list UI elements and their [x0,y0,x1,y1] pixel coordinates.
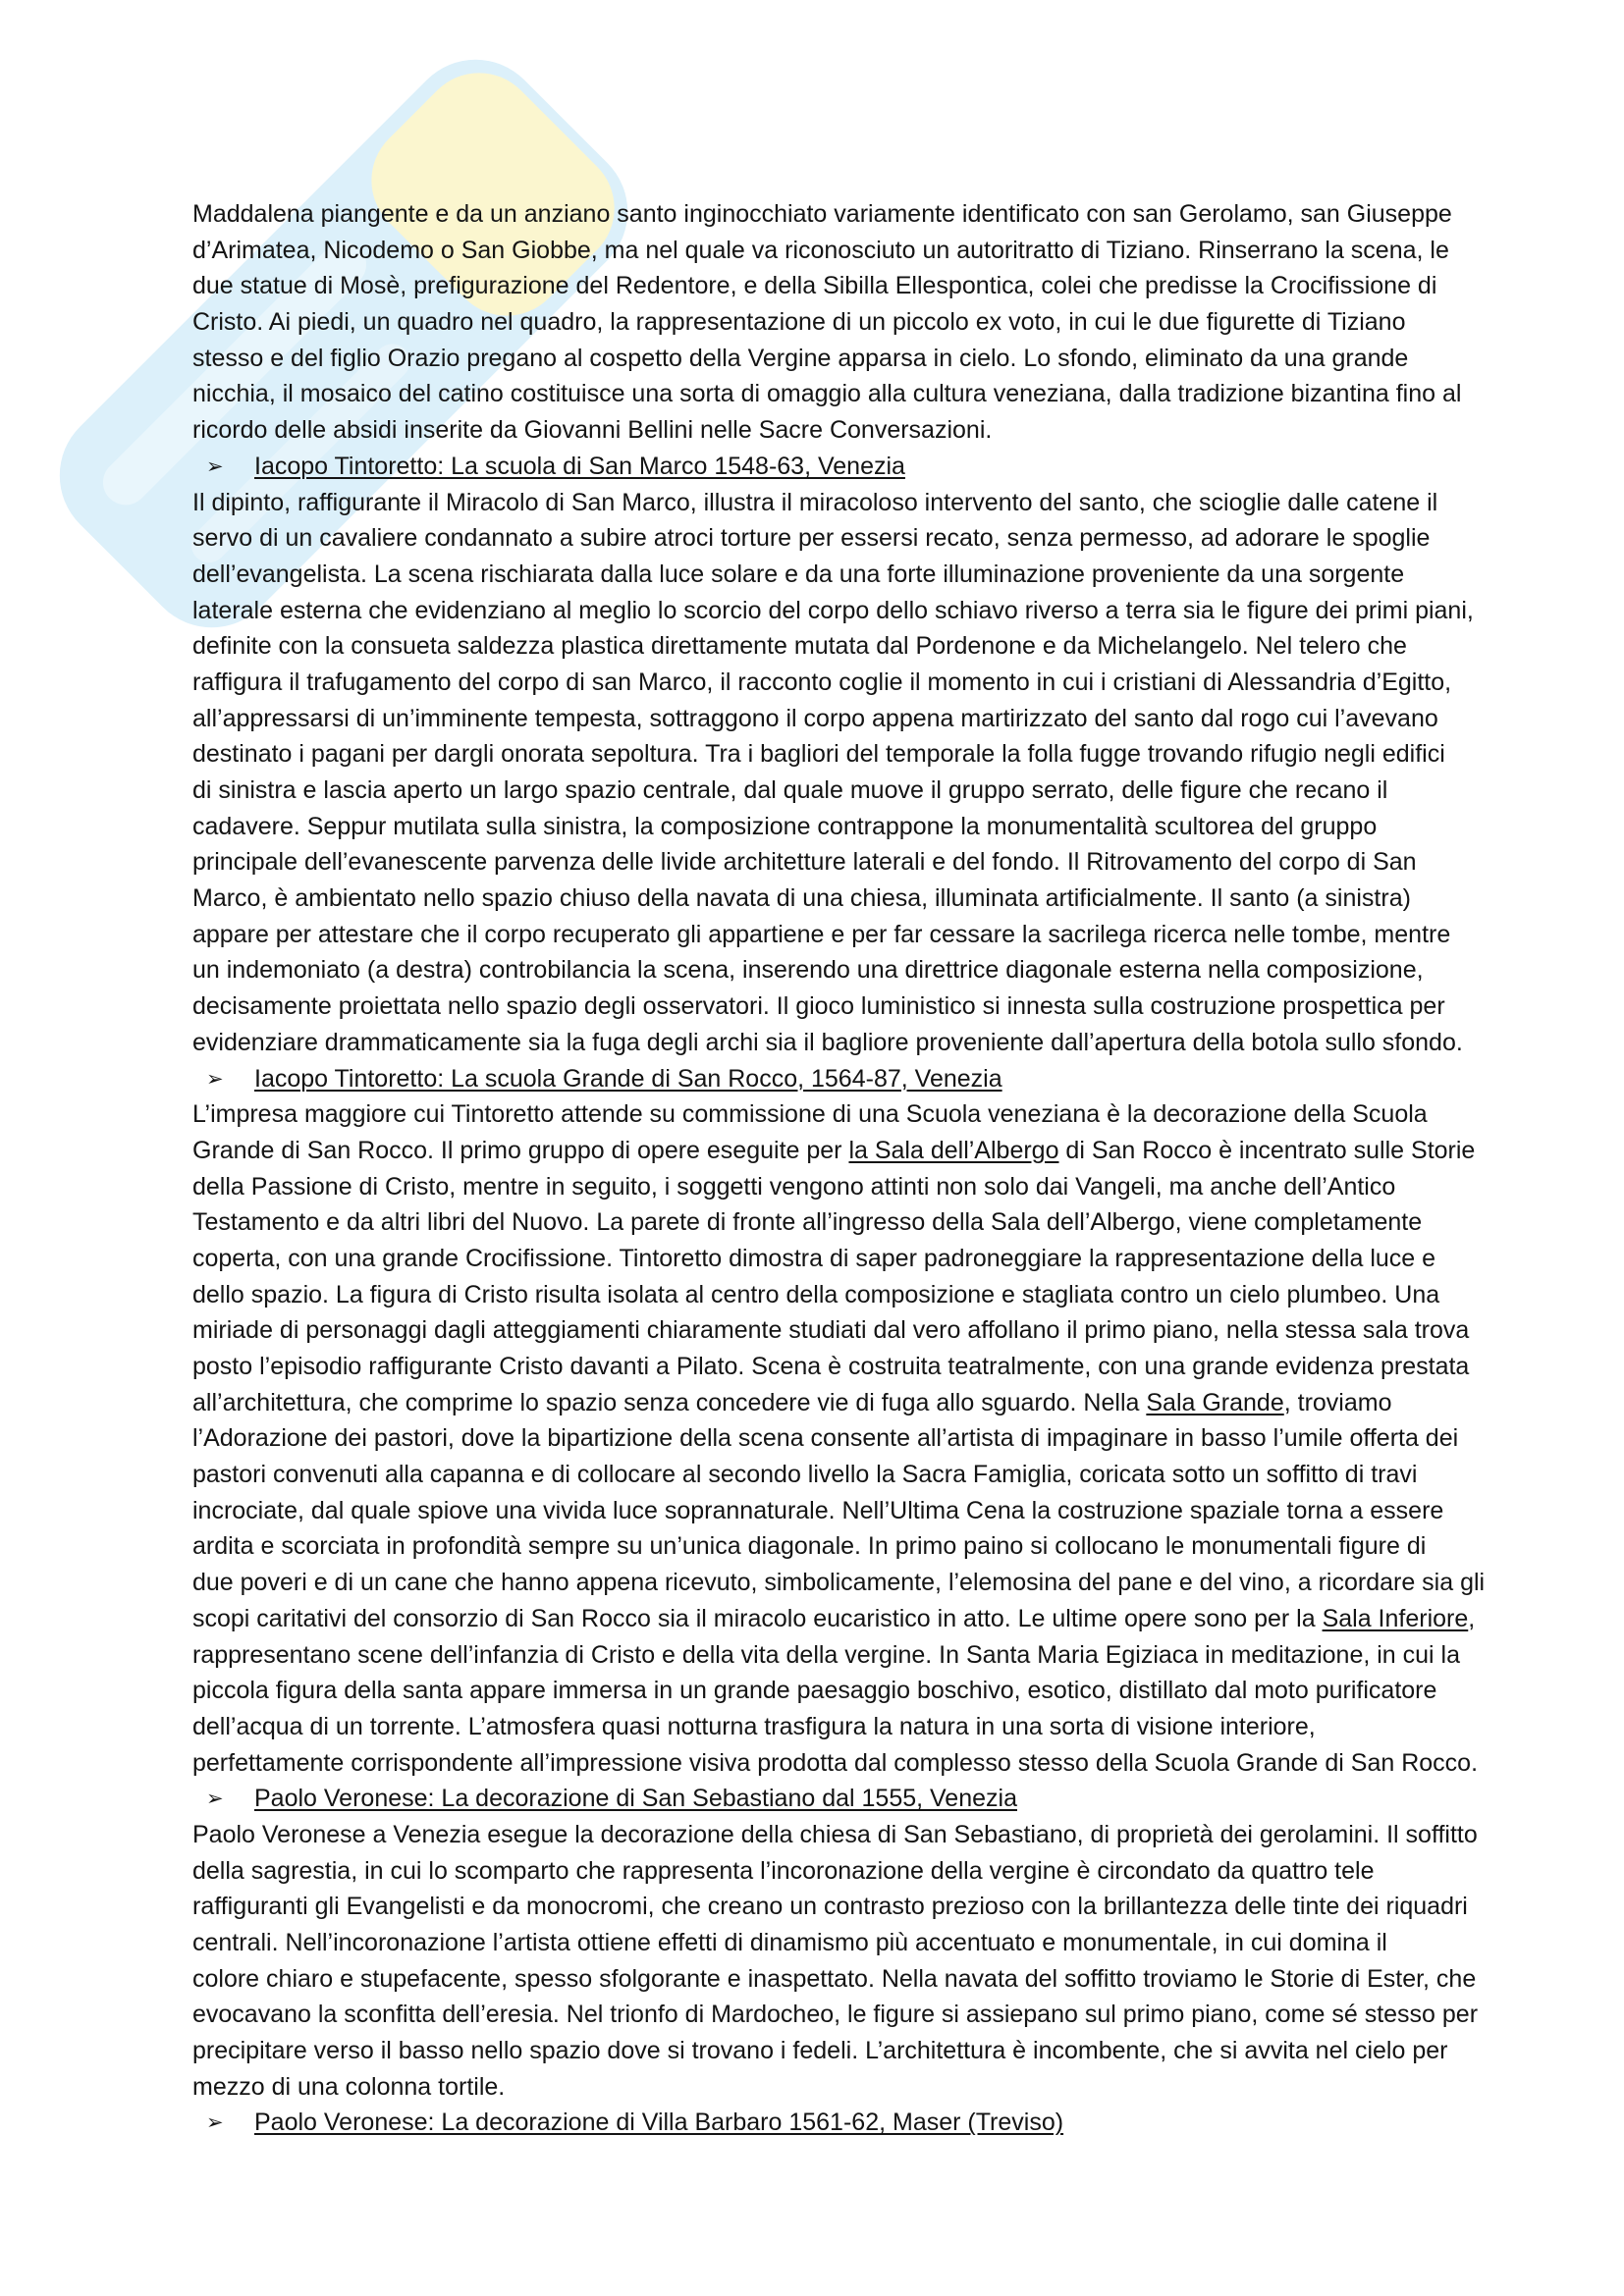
text-line: di sinistra e lascia aperto un largo spazio centrale, dal quale muove il gruppo serrato, delle figure che recano il [192,776,1388,804]
underlined-text: Sala Inferiore [1322,1604,1469,1632]
text-line: ardita e scorciata in profondità sempre su un’unica diagonale. In primo paino si collocano le monumentali figure di [192,1532,1427,1561]
text-line: Paolo Veronese a Venezia esegue la decorazione della chiesa di San Sebastiano, di proprietà dei gerolamini. Il soffitto [192,1820,1478,1848]
arrow-bullet-icon: ➢ [206,1066,224,1091]
text-line: mezzo di una colonna tortile. [192,2072,506,2101]
text-line: laterale esterna che evidenziano al meglio lo scorcio del corpo dello schiavo riverso a terra sia le figure dei primi piani, [192,596,1474,624]
arrow-bullet-icon: ➢ [206,1787,224,1811]
paragraph-intro [192,196,1485,449]
text-line: dello spazio. La figura di Cristo risulta isolata al centro della composizione e stagliata contro un cielo plumbeo. Una [192,1280,1440,1308]
section-tintoretto-san-marco [192,449,1485,1061]
text-line: cadavere. Seppur mutilata sulla sinistra, la composizione contrappone la monumentalità scultorea del gruppo [192,812,1378,840]
section-heading-text: Paolo Veronese: La decorazione di Villa Barbaro 1561-62, Maser (Treviso) [254,2109,1064,2137]
section-heading [192,449,1485,485]
text-line: decisamente proiettata nello spazio degli osservatori. Il gioco luministico si innesta sulla costruzione prospettica per [192,992,1445,1021]
document-body [192,196,1485,2141]
text-line: incrociate, dal quale spiove una vivida luce soprannaturale. Nell’Ultima Cena la costruzione spaziale torna a essere [192,1496,1444,1524]
arrow-bullet-icon: ➢ [206,454,224,478]
underlined-text: la Sala dell’Albergo [848,1136,1059,1164]
section-heading [192,1061,1485,1097]
text-line [192,1133,1485,1169]
text-line: principale dell’evanescente parvenza delle livide architetture laterali e del fondo. Il Ritrovamento del corpo di San [192,848,1417,877]
text-line: due poveri e di un cane che hanno appena ricevuto, simbolicamente, l’elemosina del pane e del vino, a ricordare sia gli [192,1569,1486,1597]
section-veronese-san-sebastiano [192,1781,1485,2105]
text-line: posto l’episodio raffigurante Cristo davanti a Pilato. Scena è costruita teatralmente, con una grande evidenza prestata [192,1353,1470,1380]
text-line: ricordo delle absidi inserite da Giovanni Bellini nelle Sacre Conversazioni. [192,416,993,445]
text-line: perfettamente corrispondente all’impressione visiva prodotta dal complesso stesso della Scuola Grande di San Rocco. [192,1748,1479,1777]
text-line: raffiguranti gli Evangelisti e da monocromi, che creano un contrasto prezioso con la brillantezza delle tinte dei riquadri [192,1893,1468,1921]
text-line: colore chiaro e stupefacente, spesso sfolgorante e inaspettato. Nella navata del soffitto troviamo le Storie di Ester, che [192,1964,1477,1993]
text-segment: all’architettura, che comprime lo spazio senza concedere vie di fuga allo sguardo. Nella [192,1388,1147,1416]
section-heading-text: Paolo Veronese: La decorazione di San Sebastiano dal 1555, Venezia [254,1785,1017,1813]
text-line: evidenziare drammaticamente sia la fuga degli archi sia il bagliore proveniente dall’apertura della botola sullo sfondo. [192,1028,1463,1056]
text-segment: , troviamo [1283,1388,1392,1416]
text-line [192,1601,1485,1637]
text-line: L’impresa maggiore cui Tintoretto attende su commissione di una Scuola veneziana è la decorazione della Scuola [192,1100,1428,1129]
text-line: l’Adorazione dei pastori, dove la bipartizione della scena consente all’artista di impaginare in basso l’umile offerta dei [192,1424,1459,1453]
text-line: rappresentano scene dell’infanzia di Cristo e della vita della vergine. In Santa Maria Egiziaca in meditazione, in cui la [192,1640,1461,1669]
text-line: della sagrestia, in cui lo scomparto che rappresenta l’incoronazione della vergine è circondato da quattro tele [192,1856,1375,1885]
section-heading [192,1781,1485,1817]
text-line: Marco, è ambientato nello spazio chiuso della navata di una chiesa, illuminata artificialmente. Il santo (a sinistra) [192,884,1411,913]
text-line: d’Arimatea, Nicodemo o San Giobbe, ma nel quale va riconosciuto un autoritratto di Tiziano. Rinserrano la scena, le [192,236,1449,264]
section-tintoretto-san-rocco [192,1061,1485,1782]
text-line: raffigura il trafugamento del corpo di san Marco, il racconto coglie il momento in cui i cristiani di Alessandria d’Egitto, [192,667,1452,696]
text-line: pastori convenuti alla capanna e di collocare al secondo livello la Sacra Famiglia, coricata sotto un soffitto di travi [192,1461,1418,1489]
text-line: dell’evangelista. La scena rischiarata dalla luce solare e da una forte illuminazione proveniente da una sorgente [192,560,1405,588]
text-segment: Grande di San Rocco. Il primo gruppo di opere eseguite per [192,1136,849,1164]
text-line: Testamento e da altri libri del Nuovo. La parete di fronte all’ingresso della Sala dell’Albergo, viene completamente [192,1208,1423,1237]
text-segment: scopi caritativi del consorzio di San Rocco sia il miracolo eucaristico in atto. Le ultime opere sono per la [192,1604,1323,1632]
text-line: stesso e del figlio Orazio pregano al cospetto della Vergine apparsa in cielo. Lo sfondo, eliminato da una grande [192,344,1409,372]
text-line: piccola figura della santa appare immersa in un grande paesaggio boschivo, esotico, distillato dal moto purificatore [192,1677,1437,1705]
text-line: Maddalena piangente e da un anziano santo inginocchiato variamente identificato con san Gerolamo, san Giuseppe [192,200,1452,228]
text-line: della Passione di Cristo, mentre in seguito, i soggetti vengono attinti non solo dai Vangeli, ma anche dell’Antico [192,1172,1396,1201]
text-line: nicchia, il mosaico del catino costituisce una sorta di omaggio alla cultura veneziana, dalla tradizione bizantina fino al [192,380,1462,408]
text-segment: , [1468,1604,1476,1632]
arrow-bullet-icon: ➢ [206,2110,224,2135]
text-line: Il dipinto, raffigurante il Miracolo di San Marco, illustra il miracoloso intervento del santo, che scioglie dalle catene il [192,488,1438,516]
text-line: coperta, con una grande Crocifissione. Tintoretto dimostra di saper padroneggiare la rappresentazione della luce e [192,1244,1436,1272]
underlined-text: Sala Grande [1146,1388,1284,1416]
text-line: centrali. Nell’incoronazione l’artista ottiene effetti di dinamismo più accentuato e monumentale, in cui domina il [192,1929,1387,1956]
text-line: un indemoniato (a destra) controbilancia la scena, inserendo una direttrice diagonale esterna nella composizione, [192,956,1424,985]
section-heading-text: Iacopo Tintoretto: La scuola di San Marco 1548-63, Venezia [254,452,905,480]
text-line: dell’acqua di un torrente. L’atmosfera quasi notturna trasfigura la natura in una sorta di visione interiore, [192,1712,1316,1740]
text-segment: di San Rocco è incentrato sulle Storie [1058,1136,1476,1164]
section-heading-text: Iacopo Tintoretto: La scuola Grande di San Rocco, 1564-87, Venezia [254,1064,1002,1093]
text-line: definite con la consueta saldezza plastica direttamente mutata dal Pordenone e da Michelangelo. Nel telero che [192,632,1407,661]
text-line [192,1385,1485,1421]
section-heading [192,2105,1485,2141]
text-line: destinato i pagani per dargli onorata sepoltura. Tra i bagliori del temporale la folla fugge trovando rifugio negli edifici [192,740,1445,769]
text-line: miriade di personaggi dagli atteggiamenti chiaramente studiati dal vero affollano il primo piano, nella stessa sala trova [192,1316,1470,1345]
text-line: due statue di Mosè, prefigurazione del Redentore, e della Sibilla Ellespontica, colei che predisse la Crocifissione di [192,272,1437,300]
text-line: appare per attestare che il corpo recuperato gli appartiene e per far cessare la sacrilega ricerca nelle tombe, mentre [192,920,1451,948]
text-line: servo di un cavaliere condannato a subire atroci torture per essersi recato, senza permesso, ad adorare le spoglie [192,524,1431,553]
text-line: precipitare verso il basso nello spazio dove si trovano i fedeli. L’architettura è incombente, che si avvita nel cielo per [192,2037,1448,2065]
text-line: all’appressarsi di un’imminente tempesta, sottraggono il corpo appena martirizzato del santo dal rogo cui l’avevano [192,704,1438,732]
text-line: evocavano la sconfitta dell’eresia. Nel trionfo di Mardocheo, le figure si assiepano sul primo piano, come sé stesso per [192,2001,1479,2029]
text-line: Cristo. Ai piedi, un quadro nel quadro, la rappresentazione di un piccolo ex voto, in cui le due figurette di Tiziano [192,308,1406,337]
section-veronese-villa-barbaro [192,2105,1485,2141]
